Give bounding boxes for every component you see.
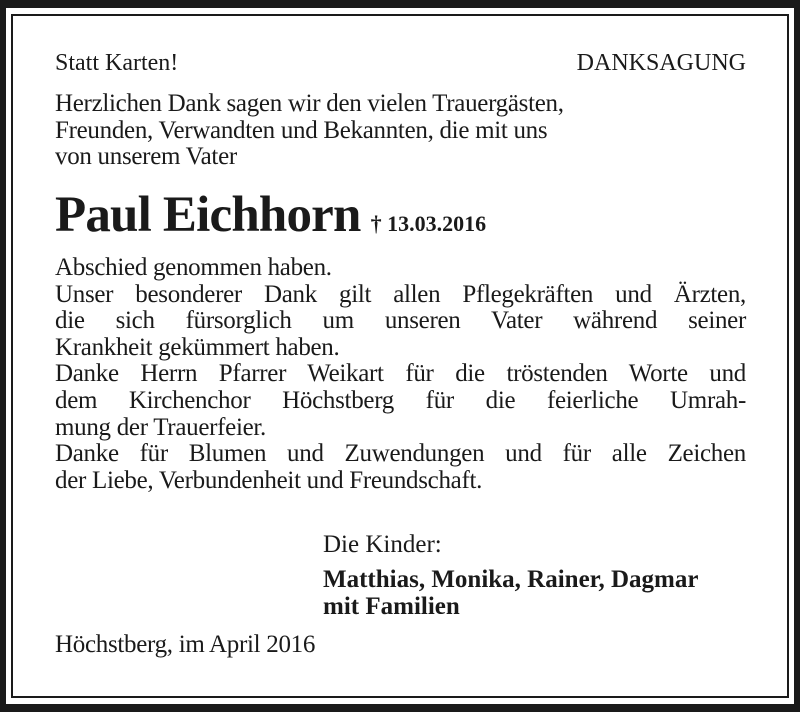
body-line: der Liebe, Verbundenheit und Freundschaft. [55, 466, 483, 494]
intro-line: von unserem Vater [55, 143, 237, 171]
deceased-name: Paul Eichhorn [55, 187, 361, 243]
body-line: Krankheit gekümmert haben. [55, 333, 340, 361]
body-line: Abschied genommen haben. [55, 254, 332, 281]
body-line: Danke Herrn Pfarrer Weikart für die tröstenden Worte und [55, 360, 746, 388]
body-line: dem Kirchenchor Höchstberg für die feierliche Umrah- [55, 386, 746, 414]
death-date: † 13.03.2016 [370, 211, 487, 236]
body-line: Danke für Blumen und Zuwendungen und für alle Zeichen [55, 440, 746, 468]
header-left: Statt Karten! [55, 50, 179, 76]
deceased-name-block [55, 186, 486, 244]
intro-line: Freunden, Verwandten und Bekannten, die mit uns [55, 116, 548, 144]
intro-text [55, 91, 746, 171]
body-line: die sich fürsorglich um unseren Vater während seiner [55, 307, 746, 335]
body-text [55, 255, 746, 494]
body-line: mung der Trauerfeier. [55, 413, 267, 441]
intro-line: Herzlichen Dank sagen wir den vielen Trauergästen, [55, 90, 564, 117]
header-right: DANKSAGUNG [576, 50, 746, 76]
notice-header [55, 50, 746, 77]
body-line: Unser besonderer Dank gilt allen Pflegekräften und Ärzten, [55, 280, 746, 308]
place-date: Höchstberg, im April 2016 [55, 631, 316, 658]
signature-label: Die Kinder: [323, 531, 442, 558]
signature-names: Matthias, Monika, Rainer, Dagmar [323, 566, 699, 593]
signature-suffix: mit Familien [323, 593, 460, 620]
